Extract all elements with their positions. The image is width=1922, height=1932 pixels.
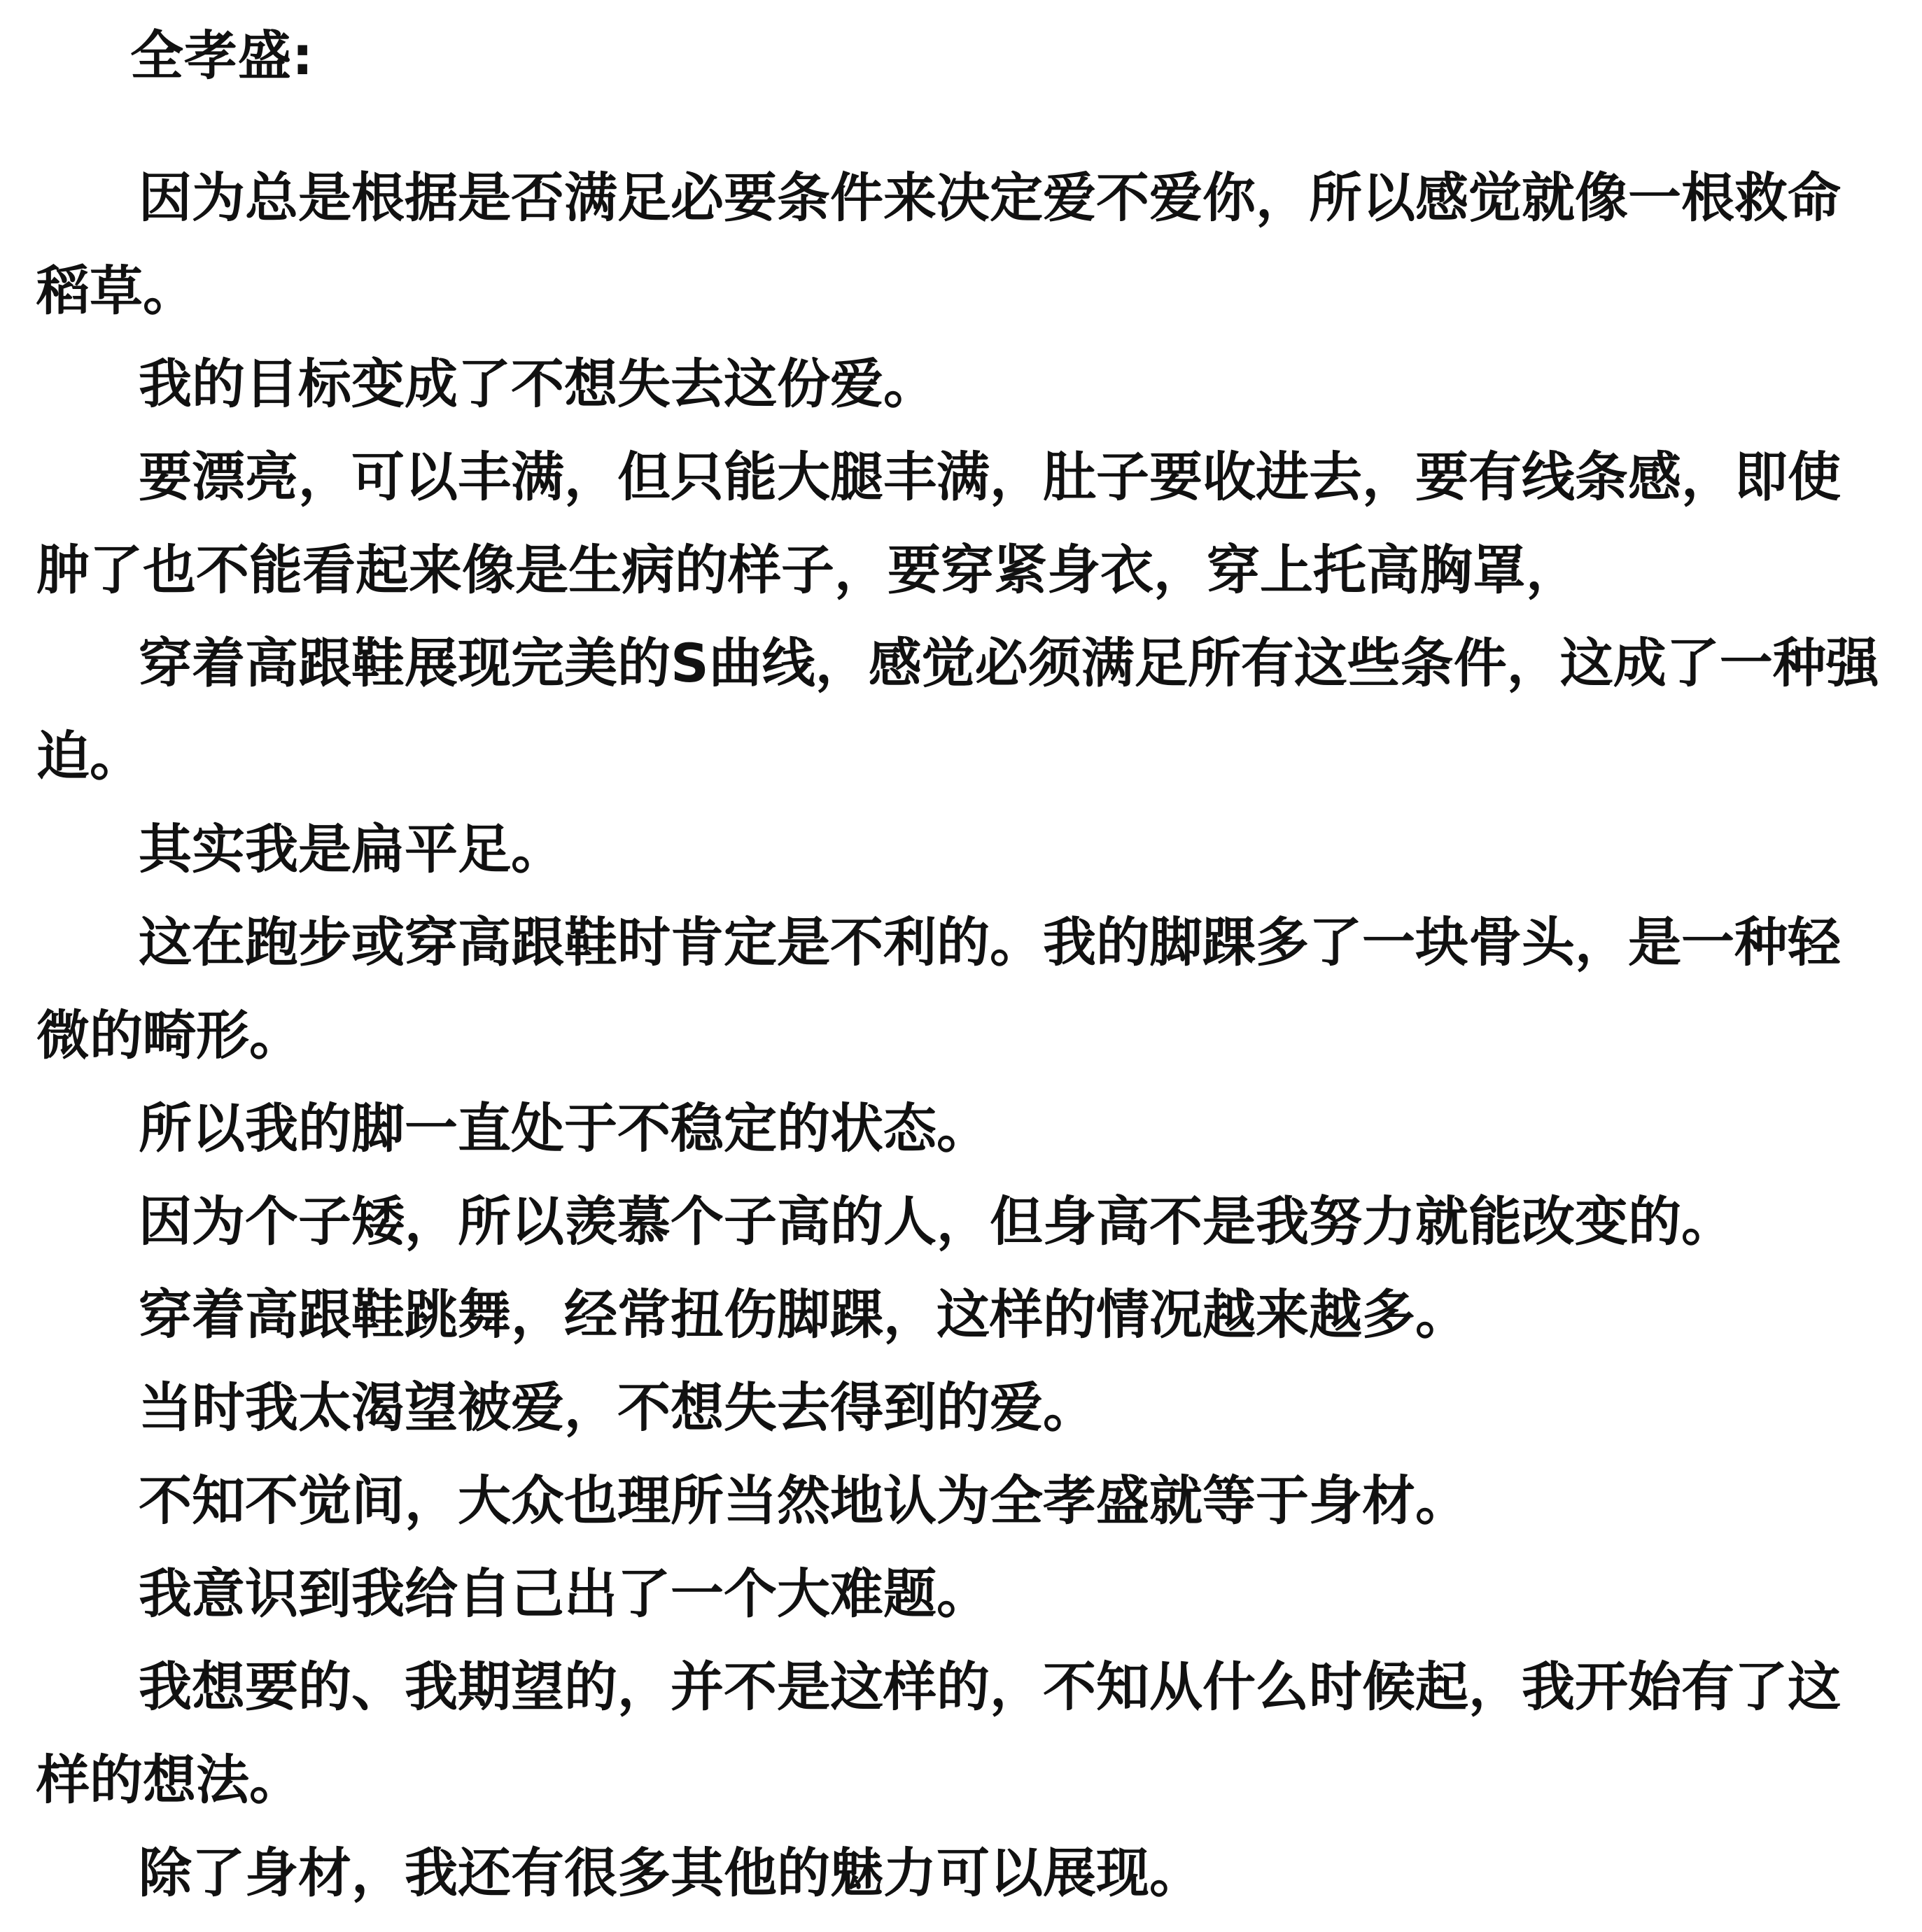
- paragraph: 这在跑步或穿高跟鞋时肯定是不利的。我的脚踝多了一块骨头，是一种轻微的畸形。: [36, 911, 1841, 1066]
- paragraph: 当时我太渴望被爱，不想失去得到的爱。: [139, 1376, 1096, 1439]
- paragraph: 因为个子矮，所以羡慕个子高的人，但身高不是我努力就能改变的。: [139, 1190, 1734, 1253]
- paragraph: 要漂亮，可以丰满，但只能大腿丰满，肚子要收进去，要有线条感，即使肿了也不能看起来像是生病的样子，要穿紧身衣，穿上托高胸罩，: [36, 446, 1841, 601]
- speaker-name: 全孝盛:: [130, 24, 314, 87]
- paragraph: 我想要的、我期望的，并不是这样的，不知从什么时候起，我开始有了这样的想法。: [36, 1656, 1841, 1811]
- paragraph: 不知不觉间，大众也理所当然地认为全孝盛就等于身材。: [139, 1469, 1468, 1532]
- paragraph: 穿着高跟鞋跳舞，经常扭伤脚踝，这样的情况越来越多。: [139, 1283, 1468, 1346]
- paragraph: 穿着高跟鞋展现完美的S曲线，感觉必须满足所有这些条件，这成了一种强迫。: [36, 632, 1879, 787]
- paragraph: 因为总是根据是否满足必要条件来决定爱不爱你，所以感觉就像一根救命稻草。: [36, 167, 1841, 322]
- paragraph: 除了身材，我还有很多其他的魅力可以展现。: [139, 1842, 1202, 1904]
- paragraph: 所以我的脚一直处于不稳定的状态。: [139, 1097, 990, 1159]
- paragraph: 我的目标变成了不想失去这份爱。: [139, 353, 937, 415]
- paragraph: 我意识到我给自己出了一个大难题。: [139, 1563, 990, 1625]
- document-body: [36, 151, 1891, 1919]
- paragraph: 其实我是扁平足。: [139, 818, 564, 880]
